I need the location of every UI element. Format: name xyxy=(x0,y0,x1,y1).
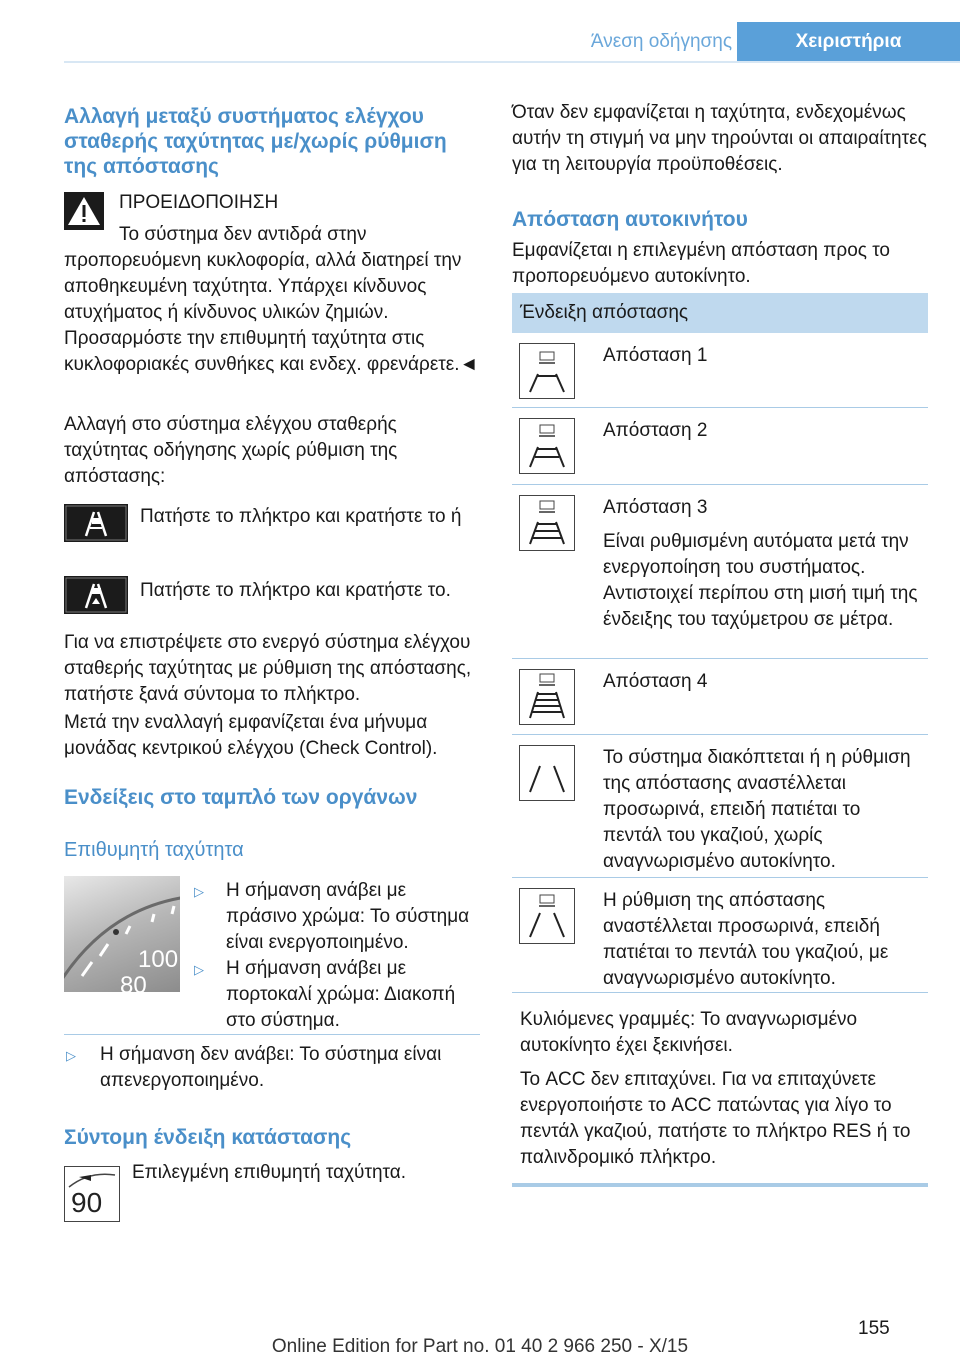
right-intro: Όταν δεν εμφανίζεται η ταχύτητα, ενδεχομένως αυτήν τη στιγμή να μην τηρούνται οι απαιραίτητες για τη λειτουργία προϋποθέσεις. xyxy=(512,102,927,175)
switch-intro: Αλλαγή στο σύστημα ελέγχου σταθερής ταχύτητας οδήγησης χωρίς ρύθμιση της απόστασης: xyxy=(64,414,398,487)
bullet-orange: Η σήμανση ανάβει με πορτοκαλί χρώμα: Διακοπή στο σύστημα. xyxy=(226,958,456,1031)
subheading-desired-speed: Επιθυμητή ταχύτητα xyxy=(64,839,244,861)
warning-title: ΠΡΟΕΙΔΟΠΟΙΗΣΗ xyxy=(119,192,279,213)
table-row xyxy=(512,333,928,408)
lanes-only-icon xyxy=(519,745,575,801)
edition-footer: Online Edition for Part no. 01 40 2 966 250 - X/15 xyxy=(271,1336,689,1357)
status-text: Επιλεγμένη επιθυμητή ταχύτητα. xyxy=(132,1162,407,1183)
section-heading-distance: Απόσταση αυτοκινήτου xyxy=(512,208,748,231)
table-row xyxy=(512,485,928,659)
subheading-status: Σύντομη ένδειξη κατάστασης xyxy=(64,1126,352,1149)
divider xyxy=(64,1034,480,1035)
row-text-detail: Είναι ρυθμισμένη αυτόματα μετά την ενεργοποίηση του συστήματος. Αντιστοιχεί περίπου στη μισή τιμή της ένδειξης του ταχύμετρου σε μέτρα. xyxy=(603,531,918,630)
row-text: Απόσταση 4 xyxy=(603,671,708,692)
distance-intro: Εμφανίζεται η επιλεγμένη απόσταση προς το προπορευόμενο αυτοκίνητο. xyxy=(512,240,890,287)
bullet-triangle-icon: ▷ xyxy=(194,884,204,899)
table-row xyxy=(512,735,928,878)
after-switch-text: Μετά την εναλλαγή εμφανίζεται ένα μήνυμα μονάδας κεντρικού ελέγχου (Check Control). xyxy=(64,712,438,759)
distance-table xyxy=(512,293,928,1187)
return-text: Για να επιστρέψετε στο ενεργό σύστημα ελέγχου σταθερής ταχύτητας με ρύθμιση της απόστασης, πατήστε ξανά σύντομα το πλήκτρο. xyxy=(64,632,472,705)
bullet-off: Η σήμανση δεν ανάβει: Το σύστημα είναι απενεργοποιημένο. xyxy=(100,1044,442,1091)
distance-4-icon xyxy=(519,669,575,725)
page-number: 155 xyxy=(858,1318,890,1339)
button-2-text: Πατήστε το πλήκτρο και κρατήστε το. xyxy=(140,580,451,601)
cruise-control-button-icon xyxy=(64,576,128,614)
status-speed-icon xyxy=(64,1166,120,1222)
distance-2-icon xyxy=(519,418,575,474)
cruise-distance-button-icon xyxy=(64,504,128,542)
bullet-green: Η σήμανση ανάβει με πράσινο χρώμα: Το σύστημα είναι ενεργοποιημένο. xyxy=(226,880,470,953)
table-row xyxy=(512,659,928,735)
table-row xyxy=(512,878,928,993)
gauge-label-80: 80 xyxy=(120,972,147,992)
gauge-label-100: 100 xyxy=(138,946,179,973)
status-speed-value: 90 xyxy=(71,1187,103,1218)
row-text: Η ρύθμιση της απόστασης αναστέλλεται προσωρινά, επειδή πατιέται το πεντάλ του γκαζιού, με αναγνωρισμένο αυτοκίνητο. xyxy=(603,890,889,989)
lanes-car-icon xyxy=(519,888,575,944)
speedometer-image xyxy=(64,876,180,992)
bullet-triangle-icon: ▷ xyxy=(66,1048,76,1063)
row-text: Απόσταση 3 xyxy=(603,497,708,518)
row-text: Το σύστημα διακόπτεται ή η ρύθμιση της απόστασης αναστέλλεται προσωρινά, επειδή πατιέται το πεντάλ του γκαζιού, χωρίς αναγνωρισμένο αυτοκίνητο. xyxy=(603,747,911,872)
table-footer xyxy=(512,993,928,1187)
row-text: Απόσταση 2 xyxy=(603,420,708,441)
table-header: Ένδειξη απόστασης xyxy=(512,293,928,333)
section-heading-switch: Αλλαγή μεταξύ συστήματος ελέγχου σταθερής ταχύτητας με/χωρίς ρύθμιση της απόστασης xyxy=(64,105,447,178)
footer-note-2: Το ACC δεν επιταχύνει. Για να επιταχύνετε ενεργοποιήστε το ACC πατώντας για λίγο το πεντάλ γκαζιού, πατήστε το πλήκτρο RES ή το παλινδρομικό πλήκτρο. xyxy=(520,1069,911,1168)
section-heading-indicators: Ενδείξεις στο ταμπλό των οργάνων xyxy=(64,786,418,809)
distance-1-icon xyxy=(519,343,575,399)
table-row xyxy=(512,408,928,485)
header-rule xyxy=(64,61,960,63)
footer-note-1: Κυλιόμενες γραμμές: Το αναγνωρισμένο αυτοκίνητο έχει ξεκινήσει. xyxy=(520,1009,858,1056)
distance-3-icon xyxy=(519,495,575,551)
row-text: Απόσταση 1 xyxy=(603,345,708,366)
bullet-triangle-icon: ▷ xyxy=(194,962,204,977)
warning-text-2: Προσαρμόστε την επιθυμητή ταχύτητα στις κυκλοφοριακές συνθήκες και ενδεχ. φρενάρετε.◄ xyxy=(64,328,479,375)
header-section-tab: Άνεση οδήγησης xyxy=(590,31,732,52)
button-1-text: Πατήστε το πλήκτρο και κρατήστε το ή xyxy=(140,506,462,527)
header-chapter-tab: Χειριστήρια xyxy=(737,22,960,62)
warning-text: Το σύστημα δεν αντιδρά στην προπορευόμενη κυκλοφορία, αλλά διατηρεί την αποθηκευμένη ταχύτητα. Υπάρχει κίνδυνος ατυχήματος ή κίνδυνος υλικών ζημιών. xyxy=(64,224,462,323)
